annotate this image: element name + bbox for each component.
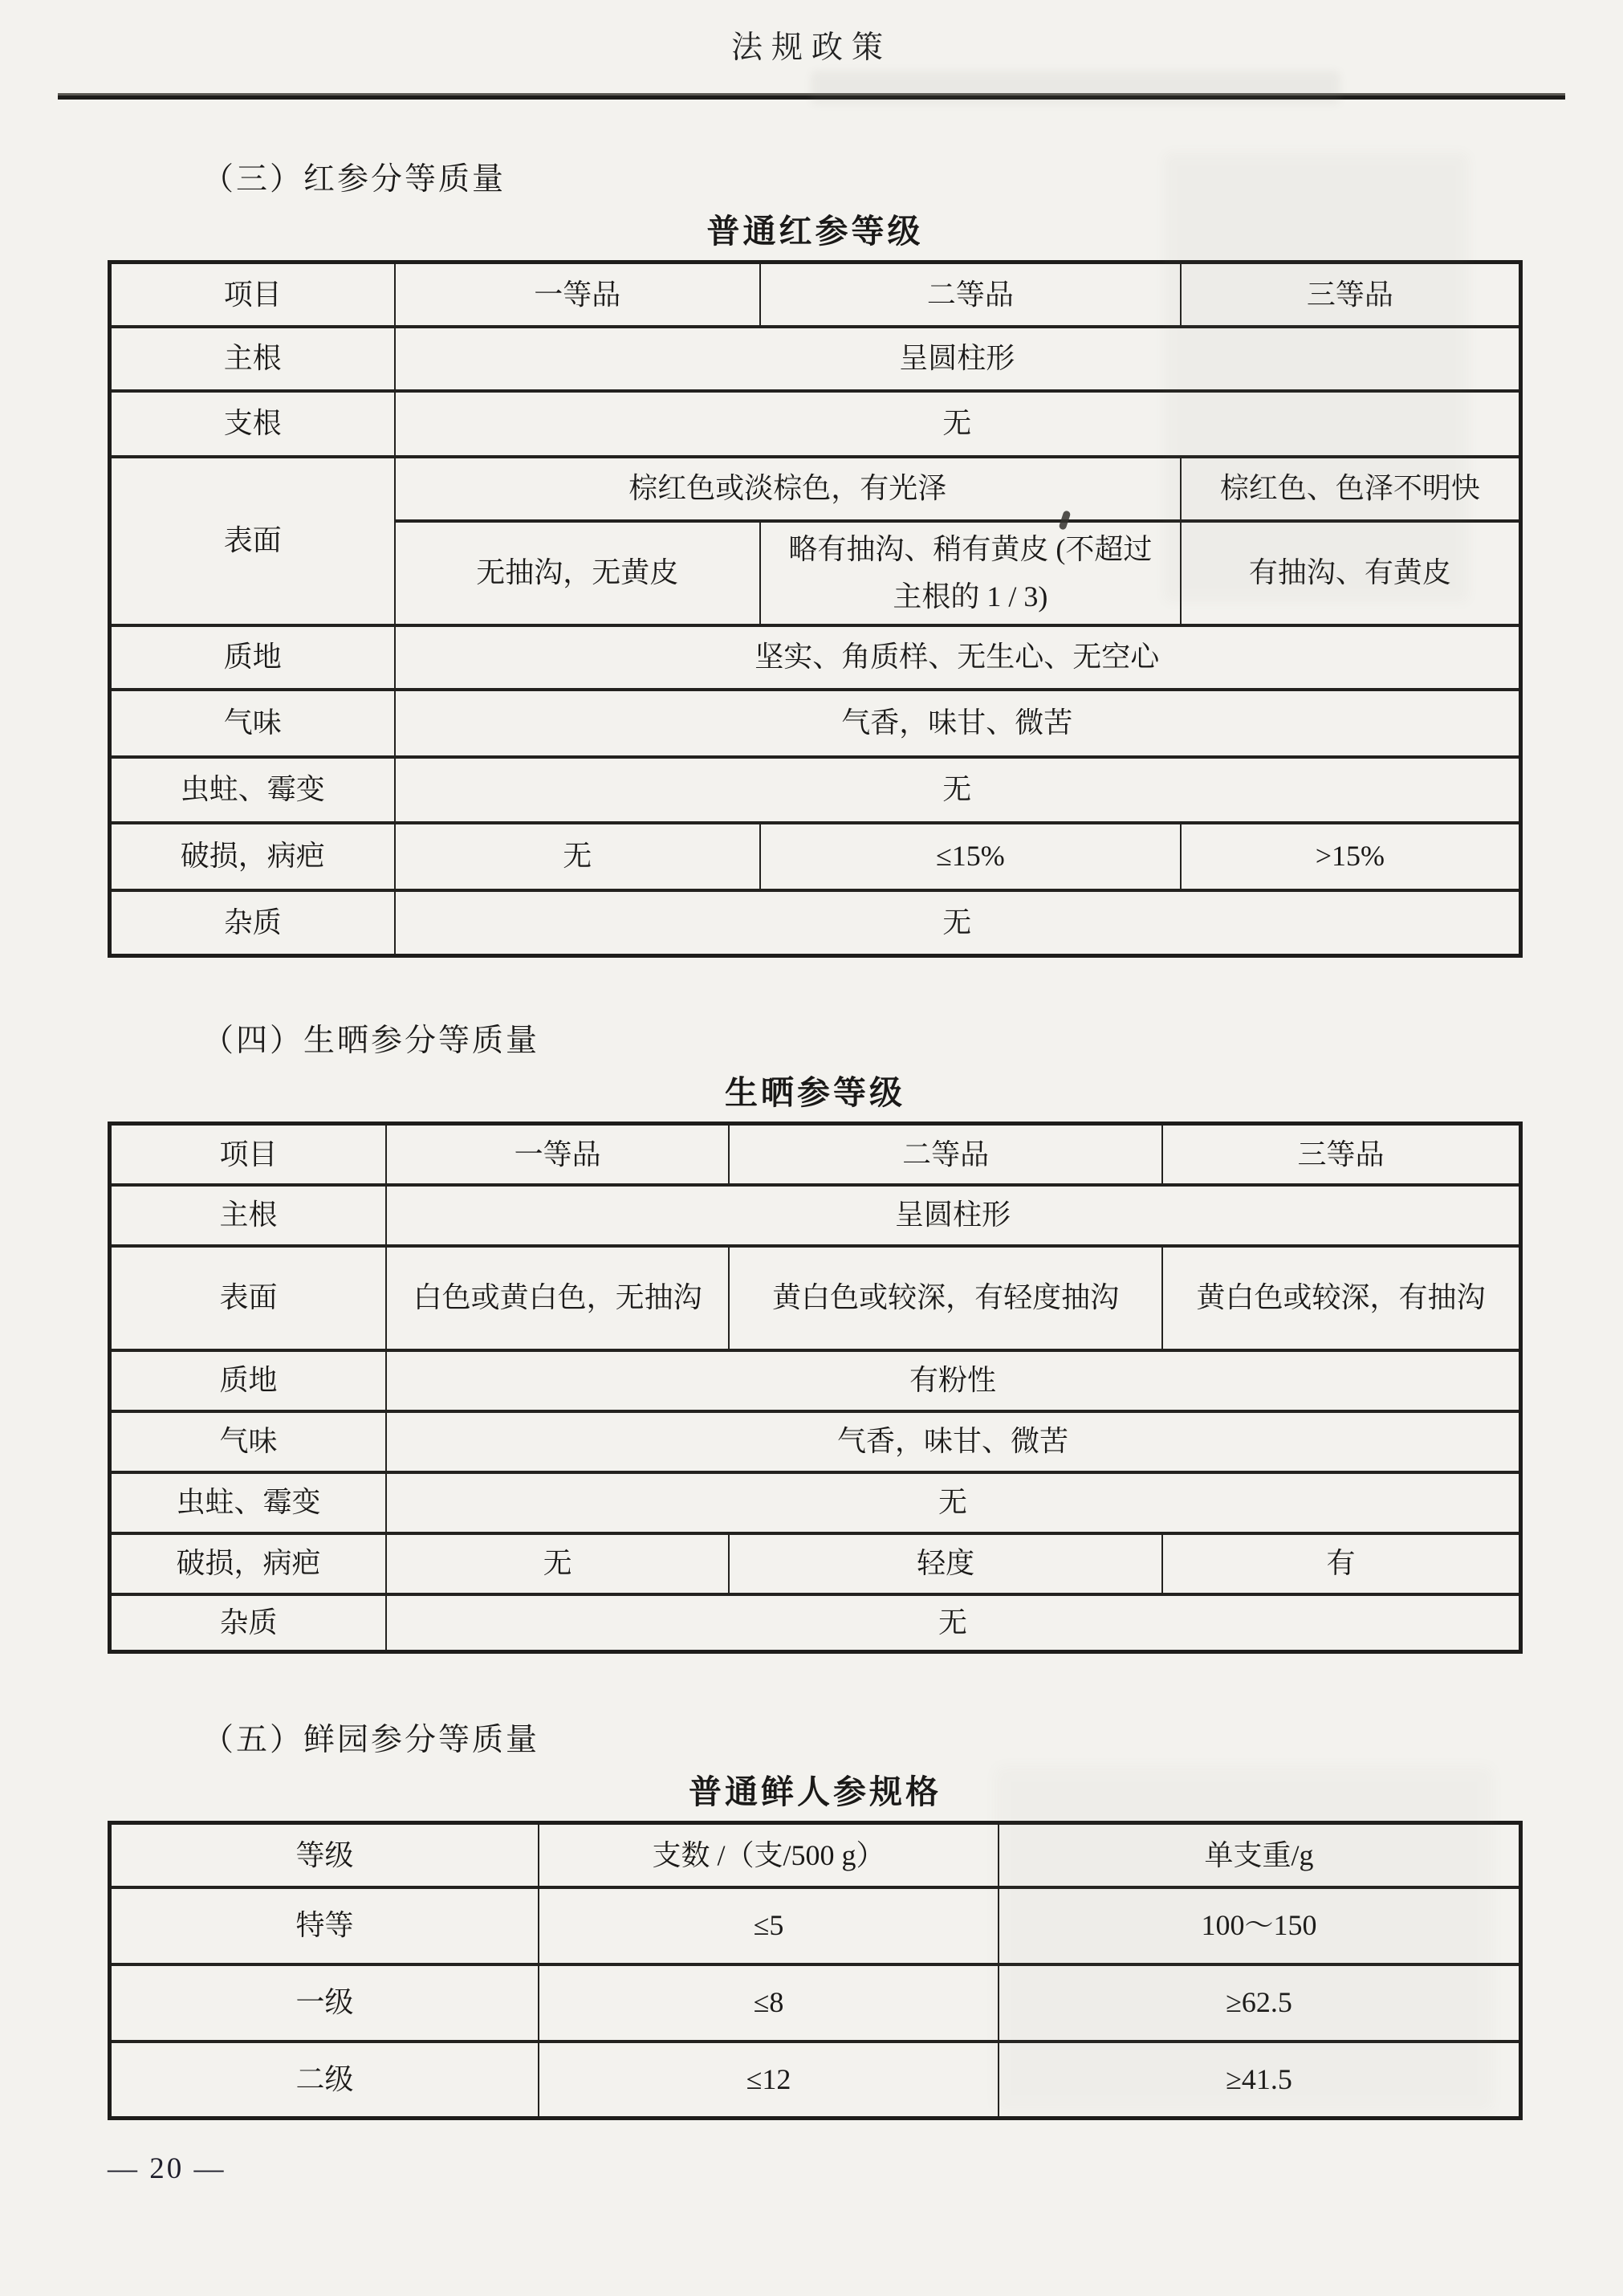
section-sun-dried-ginseng [108,1022,1523,1654]
column-header-cell: 项目 [110,1124,387,1185]
row-label-cell: 质地 [110,1350,387,1411]
page-content [108,161,1523,2120]
value-cell: 气香，味甘、微苦 [395,690,1521,757]
section-red-ginseng [108,161,1523,958]
row-label-cell: 虫蛀、霉变 [110,757,395,823]
row-label-cell: 二级 [110,2042,539,2119]
row-label-cell: 表面 [110,457,395,625]
fresh-ginseng-spec-table [108,1821,1523,2120]
value-cell: 呈圆柱形 [395,327,1521,391]
value-cell: ≥41.5 [999,2042,1520,2119]
column-header-cell: 一等品 [395,263,760,327]
row-label-cell: 破损，病疤 [110,1533,387,1594]
column-header-cell: 二等品 [729,1124,1162,1185]
row-label-cell: 破损，病疤 [110,823,395,890]
column-header-cell: 三等品 [1162,1124,1521,1185]
value-cell: 黄白色或较深，有轻度抽沟 [729,1246,1162,1350]
header-divider-rule [58,93,1565,100]
value-cell: ≤15% [760,823,1181,890]
sun-dried-ginseng-grade-table [108,1122,1523,1654]
table-row [110,457,1521,521]
row-label-cell: 主根 [110,327,395,391]
table-row [110,1472,1521,1533]
value-cell: ≤12 [539,2042,999,2119]
section-fresh-garden-ginseng [108,1721,1523,2120]
column-header-cell: 等级 [110,1823,539,1887]
row-label-cell: 气味 [110,690,395,757]
page-number: — 20 — [108,2152,226,2185]
table-header-row [110,263,1521,327]
column-header-cell: 一等品 [386,1124,729,1185]
value-cell: 有抽沟、有黄皮 [1181,521,1521,625]
value-cell: 棕红色或淡棕色，有光泽 [395,457,1181,521]
row-label-cell: 一级 [110,1964,539,2042]
table-row [110,1594,1521,1652]
row-label-cell: 杂质 [110,1594,387,1652]
value-cell: 气香，味甘、微苦 [386,1411,1520,1472]
table-header-row [110,1124,1521,1185]
value-cell: 100～150 [999,1887,1520,1964]
column-header-cell: 三等品 [1181,263,1521,327]
row-label-cell: 气味 [110,1411,387,1472]
value-cell: >15% [1181,823,1521,890]
value-cell: 坚实、角质样、无生心、无空心 [395,625,1521,690]
table-row [110,1964,1521,2042]
table-row [110,1185,1521,1246]
page-header-title: 法规政策 [730,31,892,65]
value-cell: ≥62.5 [999,1964,1520,2042]
table-row [110,757,1521,823]
value-cell: 有 [1162,1533,1521,1594]
row-label-cell: 支根 [110,391,395,457]
value-cell: 棕红色、色泽不明快 [1181,457,1521,521]
table-row [110,625,1521,690]
column-header-cell: 支数 /（支/500 g） [539,1823,999,1887]
table-row [110,391,1521,457]
table-row [110,690,1521,757]
table-row [110,1350,1521,1411]
table-row [110,1246,1521,1350]
value-cell: 白色或黄白色，无抽沟 [386,1246,729,1350]
value-cell: 有粉性 [386,1350,1520,1411]
value-cell: 无 [395,757,1521,823]
value-cell: 轻度 [729,1533,1162,1594]
value-cell: 无 [395,890,1521,956]
row-label-cell: 表面 [110,1246,387,1350]
column-header-cell: 单支重/g [999,1823,1520,1887]
section-heading: （四）生晒参分等质量 [202,1024,540,1058]
table-row [110,1533,1521,1594]
value-cell: 无抽沟，无黄皮 [395,521,760,625]
value-cell: ≤8 [539,1964,999,2042]
row-label-cell: 特等 [110,1887,539,1964]
red-ginseng-grade-table [108,260,1523,958]
value-cell: 无 [395,391,1521,457]
table-row [110,327,1521,391]
value-cell: 无 [386,1533,729,1594]
row-label-cell: 虫蛀、霉变 [110,1472,387,1533]
value-cell: 黄白色或较深，有抽沟 [1162,1246,1521,1350]
value-cell: 略有抽沟、稍有黄皮 (不超过主根的 1 / 3) [760,521,1181,625]
value-cell: 无 [395,823,760,890]
table-row [110,890,1521,956]
row-label-cell: 主根 [110,1185,387,1246]
table-row [110,1887,1521,1964]
table-title: 生晒参等级 [725,1074,905,1111]
table-row [110,823,1521,890]
table-title: 普通红参等级 [706,213,924,250]
table-title: 普通鲜人参规格 [689,1773,942,1810]
column-header-cell: 项目 [110,263,395,327]
table-row [110,2042,1521,2119]
value-cell: ≤5 [539,1887,999,1964]
column-header-cell: 二等品 [760,263,1181,327]
table-row [110,1411,1521,1472]
row-label-cell: 杂质 [110,890,395,956]
value-cell: 无 [386,1472,1520,1533]
table-header-row [110,1823,1521,1887]
section-heading: （三）红参分等质量 [202,162,506,197]
section-heading: （五）鲜园参分等质量 [202,1723,540,1757]
value-cell: 无 [386,1594,1520,1652]
value-cell: 呈圆柱形 [386,1185,1520,1246]
row-label-cell: 质地 [110,625,395,690]
